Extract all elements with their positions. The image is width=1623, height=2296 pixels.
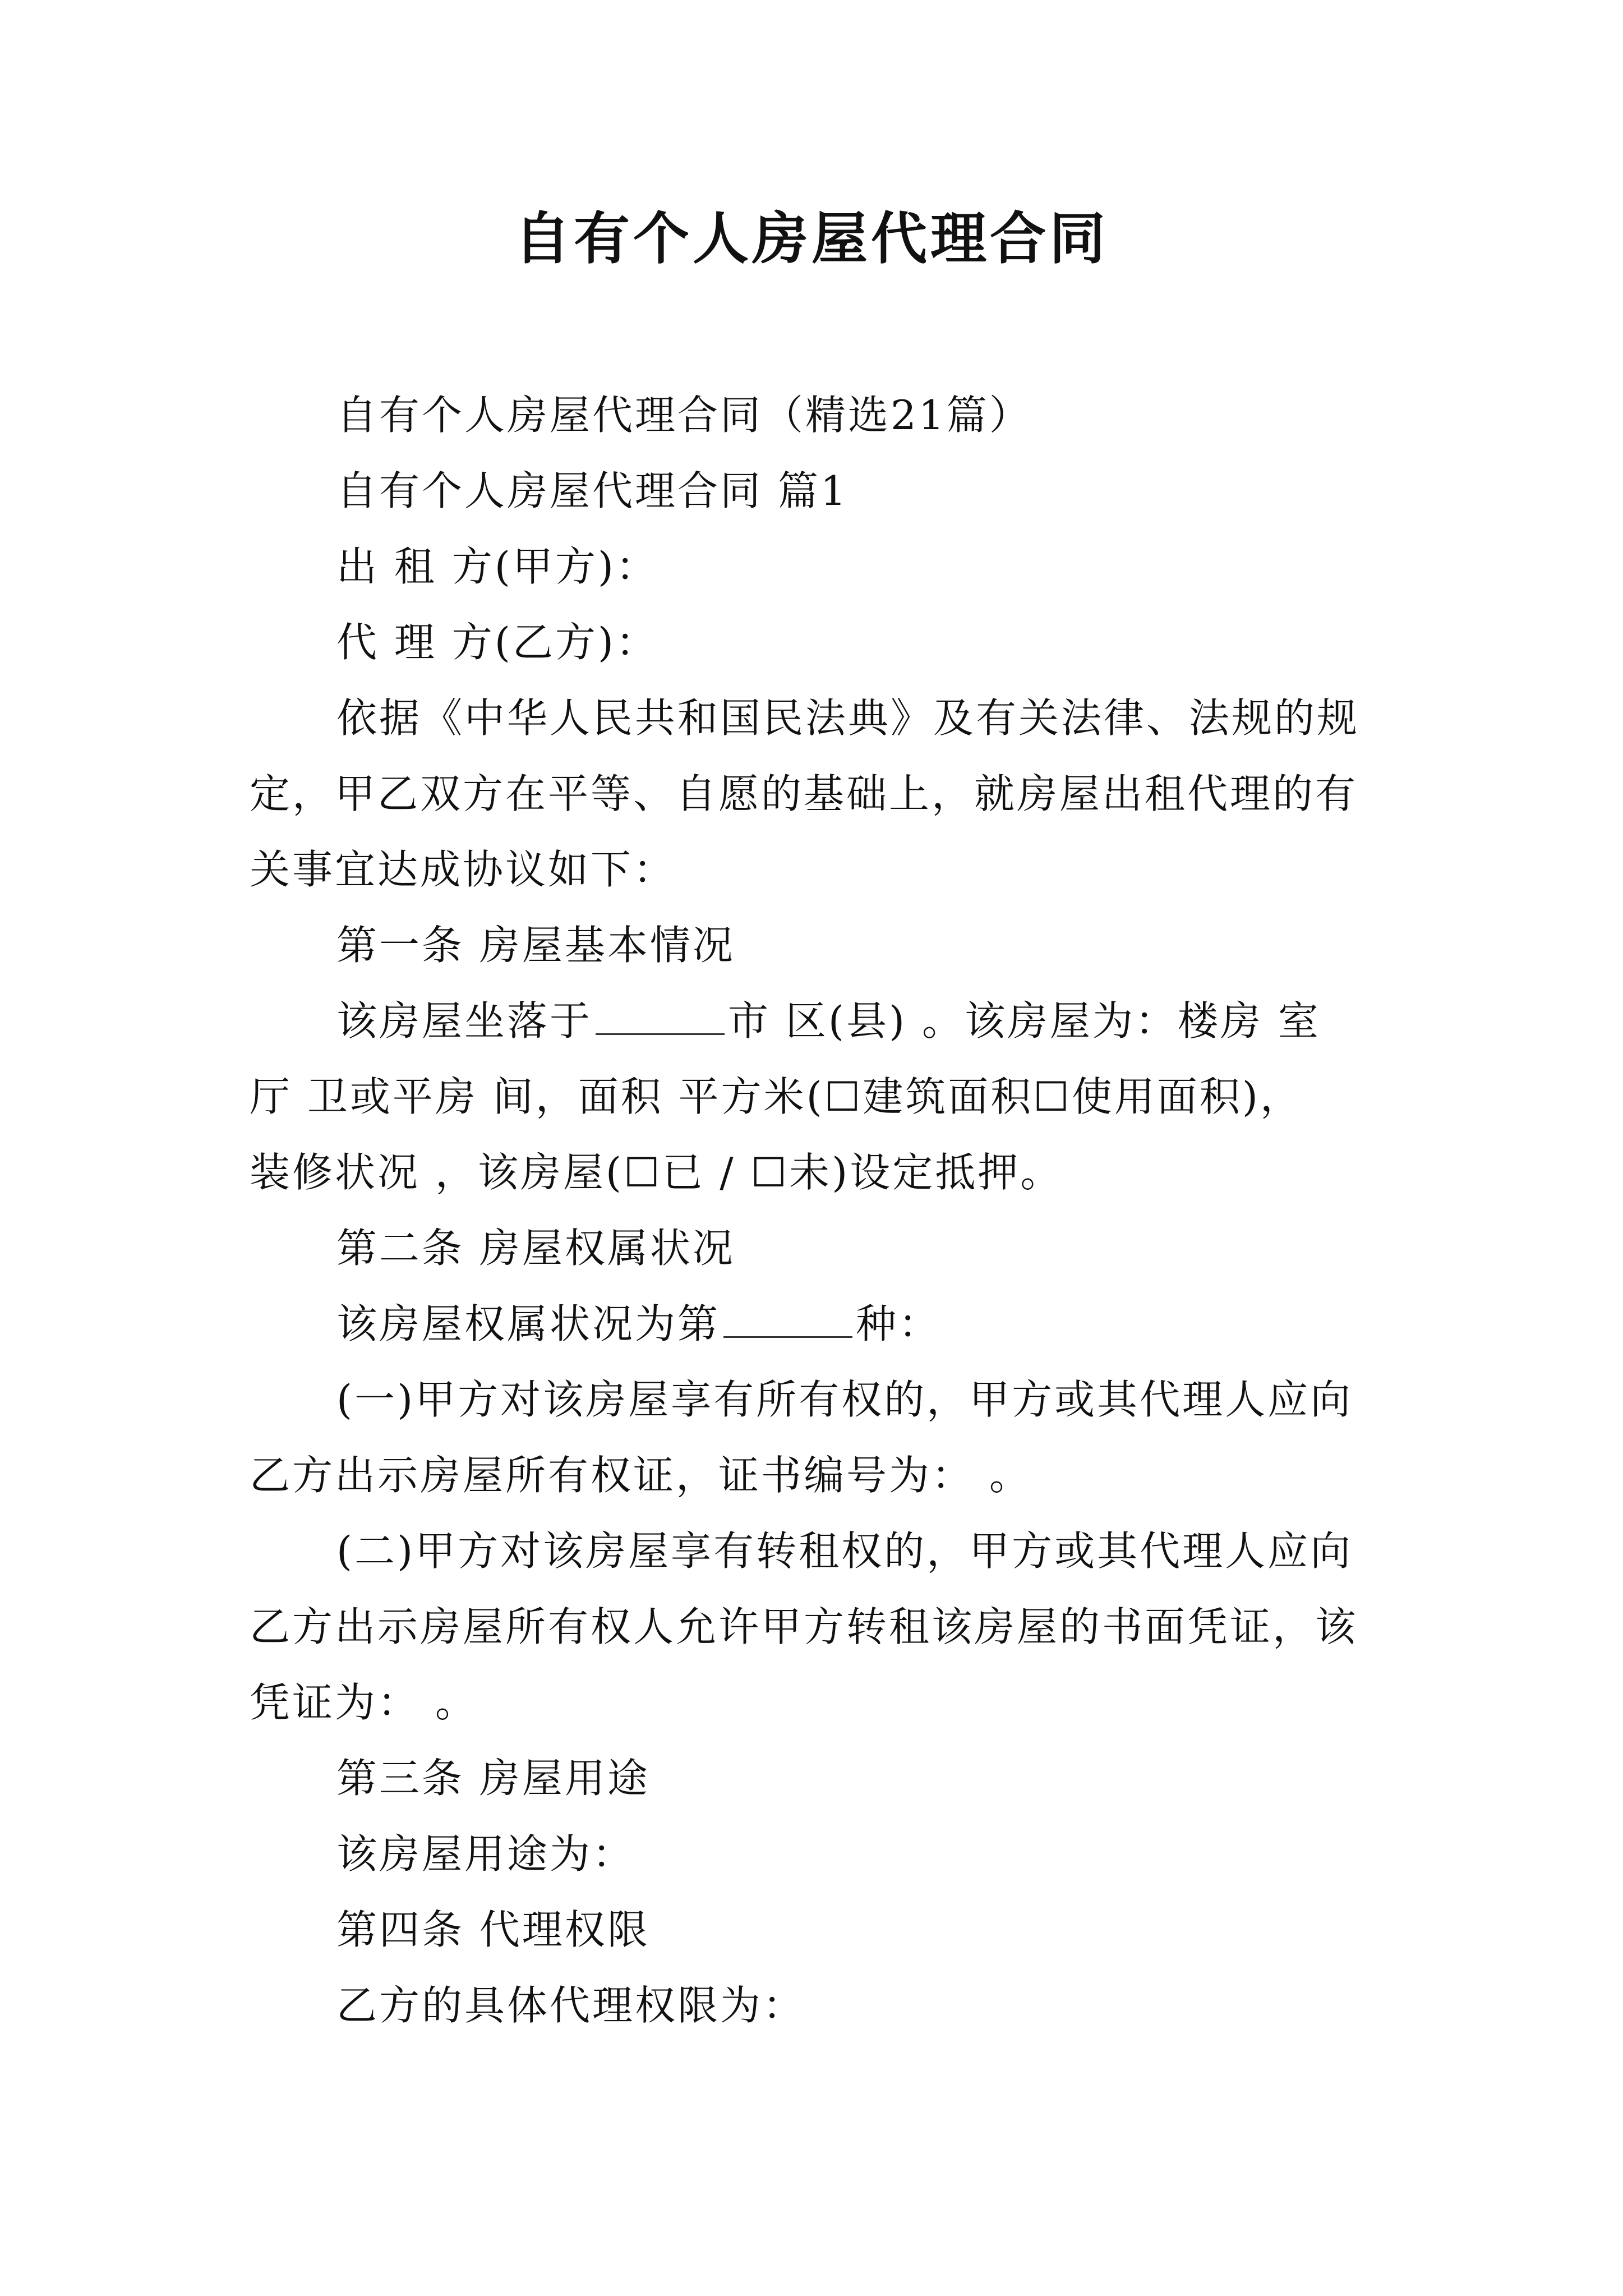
party-a-line: 出 租 方(甲方)： bbox=[336, 543, 658, 590]
article-2-line-1 bbox=[336, 1296, 941, 1352]
article-2-line-1-suffix: 种： bbox=[856, 1300, 942, 1347]
article-1-line-2: 厅 卫或平房 间，面积 平方米(☐建筑面积☐使用面积)， bbox=[250, 1073, 1303, 1120]
intro-paragraph-line-3: 关事宜达成协议如下： bbox=[250, 846, 676, 893]
article-1-line-3: 装修状况 ，该房屋(☐已 / ☐未)设定抵押。 bbox=[250, 1149, 1063, 1196]
article-4-line-1: 乙方的具体代理权限为： bbox=[336, 1982, 806, 2029]
article-2-item-1-line-1: (一)甲方对该房屋享有所有权的，甲方或其代理人应向 bbox=[336, 1376, 1353, 1423]
blank-field bbox=[723, 1297, 852, 1338]
article-2-item-2-line-2: 乙方出示房屋所有权人允许甲方转租该房屋的书面凭证，该 bbox=[250, 1603, 1358, 1650]
article-1-line-1 bbox=[336, 993, 1321, 1049]
article-2-line-1-prefix: 该房屋权属状况为第 bbox=[336, 1300, 721, 1347]
blank-field bbox=[596, 994, 725, 1035]
article-2-item-2-line-3: 凭证为： 。 bbox=[250, 1679, 478, 1726]
article-2-heading: 第二条 房屋权属状况 bbox=[336, 1225, 735, 1272]
article-3-line-1: 该房屋用途为： bbox=[336, 1830, 635, 1878]
article-2-item-1-line-2: 乙方出示房屋所有权证，证书编号为： 。 bbox=[250, 1452, 1032, 1499]
party-b-line: 代 理 方(乙方)： bbox=[336, 619, 658, 666]
section-heading: 自有个人房屋代理合同 篇1 bbox=[336, 467, 849, 514]
document-subtitle: 自有个人房屋代理合同（精选21篇） bbox=[336, 392, 1032, 439]
document-title: 自有个人房屋代理合同 bbox=[514, 205, 1109, 272]
article-1-line-1-prefix: 该房屋坐落于 bbox=[336, 997, 593, 1045]
article-1-line-1-suffix: 市 区(县) 。该房屋为：楼房 室 bbox=[728, 997, 1321, 1045]
intro-paragraph-line-1: 依据《中华人民共和国民法典》及有关法律、法规的规 bbox=[336, 694, 1360, 742]
intro-paragraph-line-2: 定，甲乙双方在平等、自愿的基础上，就房屋出租代理的有 bbox=[250, 770, 1358, 817]
article-3-heading: 第三条 房屋用途 bbox=[336, 1755, 650, 1802]
article-2-item-2-line-1: (二)甲方对该房屋享有转租权的，甲方或其代理人应向 bbox=[336, 1527, 1353, 1575]
article-1-heading: 第一条 房屋基本情况 bbox=[336, 922, 735, 969]
article-4-heading: 第四条 代理权限 bbox=[336, 1906, 650, 1953]
